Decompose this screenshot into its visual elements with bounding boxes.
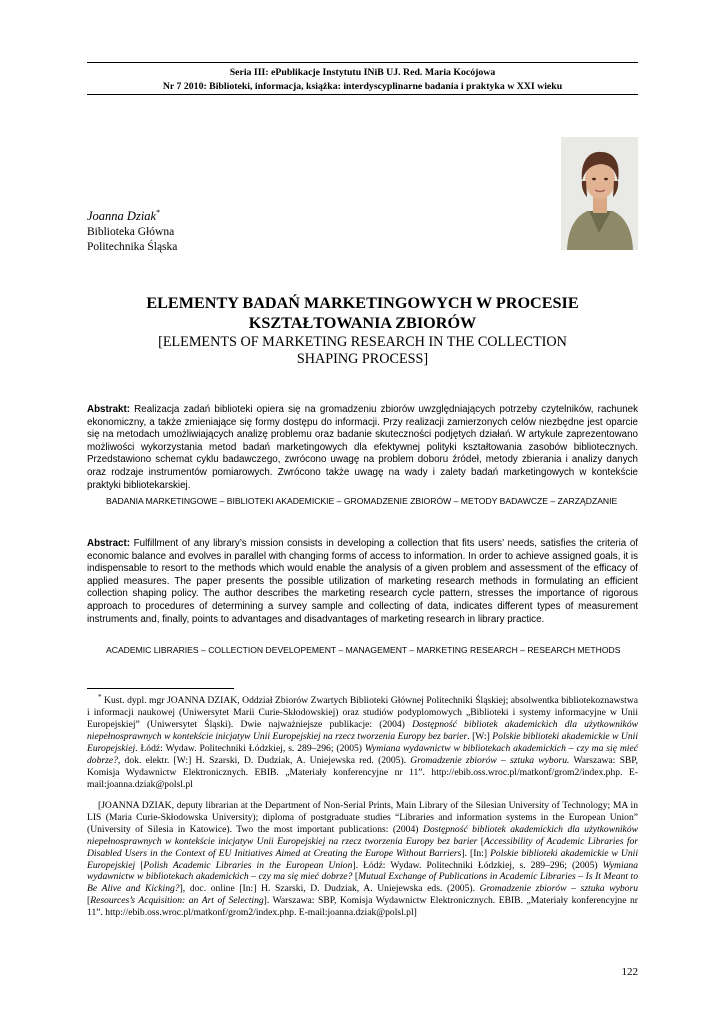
abstract-english: [87, 538, 638, 626]
footnote-pl-text-4: , dok. elektr. [W:] H. Szarski, D. Dudziak, A. Uniejewska red. (2005).: [117, 754, 411, 766]
footnote-en-text-3: ]. [In:]: [461, 847, 491, 859]
abstract-pl-text: Realizacja zadań biblioteki opiera się na gromadzeniu zbiorów uwzględniających potrzeby czytelników, rachunek ekonomiczny, a także zmieniające się formy dostępu do informacji. Przy realizacji zamierzonych celów niezbędne jest oparcie się na metodach umożliwiających analizę problemu oraz badanie skuteczności podjętych działań. W artykule zaprezentowano możliwości wykorzystania metod badań marketingowych dla efektywnej polityki kształtowania zasobów bibliotecznych. Przedstawiono schemat cyklu badawczego, zwrócono uwagę na problem doboru źródeł, metody zbierania i analizy danych oraz rodzaje instrumentów pomiarowych. Zwrócono także uwagę na wady i zalety badań marketingowych w kontekście praktyki bibliotekarskiej.: [87, 404, 638, 491]
footnote-pl-title-4: Gromadzenie zbiorów – sztuka wyboru.: [410, 754, 570, 766]
footnote-en-title-7: Gromadzenie zbiorów – sztuka wyboru: [479, 883, 638, 895]
header-top-rule: [87, 62, 638, 63]
footnote-en-title-2: Accessibility of Academic Libraries for Disabled Users in the Context of EU Initiatives Aimed at Creating the Europe Without Barriers: [87, 835, 639, 859]
footnote-en-text-4: [: [135, 859, 144, 871]
footnote-pl-text-3: . Łódź: Wydaw. Politechniki Łódzkiej, s. 289–296; (2005): [135, 742, 365, 754]
author-portrait-image: [561, 137, 638, 250]
running-header: [87, 66, 638, 94]
abstract-en-label: Abstract:: [87, 538, 131, 549]
footnote-en-title-1: Dostępność bibliotek akademickich dla użytkowników niepełnosprawnych w kontekście inicjatyw Unii Europejskiej na rzecz tworzenia Europy bez barier: [87, 823, 639, 847]
author-name-line: [87, 205, 177, 225]
footnote-pl-title-3: Wymiana wydawnictw w bibliotekach akademickich – czy ma się mieć dobrze?: [87, 742, 638, 766]
footnote-en-text-8: [: [87, 895, 91, 907]
keywords-polish: BADANIA MARKETINGOWE – BIBLIOTEKI AKADEMICKIE – GROMADZENIE ZBIORÓW – METODY BADAWCZE – ZARZĄDZANIE: [106, 496, 618, 506]
footnote-en-title-4: Polish Academic Libraries in the European Union: [143, 859, 353, 871]
footnote-pl-text-1: Kust. dypl. mgr JOANNA DZIAK, Oddział Zbiorów Zwartych Biblioteki Głównej Politechniki Śląskiej; absolwentka bibliotekoznawstwa i informacji naukowej (Uniwersytet Marii Curie-Skłodowskiej) oraz studiów podyplomowych „Biblioteki i systemy informacyjne w Unii Europejskiej” (Uniwersytet Śląski). Dwie najważniejsze publikacje: (2004): [87, 695, 638, 730]
author-block: [87, 205, 177, 255]
footnote-en-text-6: [: [352, 871, 359, 883]
footnote-separator: [87, 688, 234, 689]
title-pl-line-1: ELEMENTY BADAŃ MARKETINGOWYCH W PROCESIE: [146, 294, 579, 312]
abstract-polish: [87, 404, 638, 492]
author-affiliation-library: Biblioteka Główna: [87, 225, 175, 238]
footnote-pl-text-5: Warszawa: SBP, Komisja Wydawnictw Elektronicznych. EBIB. „Materiały konferencyjne nr 11”. http://ebib.oss.wroc.pl/matkonf/grom2/index.php. E-mail:joanna.dziak@polsl.pl: [87, 754, 638, 790]
footnote-en-text-1: [JOANNA DZIAK, deputy librarian at the Department of Non-Serial Prints, Main Library of the Silesian University of Technology; MA in LIS (Maria Curie-Skłodowska University); diploma of postgraduate studies “Libraries and information systems in the European Union” (University of Silesia in Katowice). Two the most important publications: (2004): [87, 800, 638, 835]
title-pl-line-2: KSZTAŁTOWANIA ZBIORÓW: [248, 314, 477, 332]
author-photo: [561, 137, 638, 250]
footnote-english: [87, 800, 638, 919]
footnote-en-text-7: ], doc. online [In:] H. Szarski, D. Dudziak, A. Uniejewska eds. (2005).: [179, 883, 480, 895]
footnote-en-title-8: Resources’s Acquisition: an Art of Selecting: [90, 895, 264, 907]
footnote-pl-title-1: Dostępność bibliotek akademickich dla użytkowników niepełnosprawnych w kontekście inicjatyw Unii Europejskiej na rzecz tworzenia Europy bez barier: [87, 719, 639, 742]
footnote-en-text-5: ]. Łódź: Wydaw. Politechniki Łódzkiej, s. 289–296; (2005): [352, 859, 603, 871]
abstract-pl-label: Abstrakt:: [87, 404, 131, 415]
footnote-pl-title-2: Polskie biblioteki akademickie w Unii Europejskiej: [87, 730, 638, 754]
footnote-mark: *: [98, 693, 102, 701]
footnote-en-text-2: [: [477, 835, 484, 847]
series-line: Seria III: ePublikacje Instytutu INiB UJ. Red. Maria Kocójowa: [229, 67, 496, 78]
header-bottom-rule: [87, 94, 638, 95]
footnote-en-title-6: Mutual Exchange of Publications in Academic Libraries – Is It Meant to Be Alive and Kicking?: [87, 871, 639, 895]
footnote-polish: [87, 692, 638, 790]
footnote-en-title-5: Wymiana wydawnictw w bibliotekach akademickich – czy ma się mieć dobrze?: [87, 859, 639, 883]
title-en-line-1: [ELEMENTS OF MARKETING RESEARCH IN THE COLLECTION: [158, 334, 567, 350]
footnote-en-text-9: ]. Warszawa: SBP, Komisja Wydawnictw Elektronicznych. EBIB. „Materiały konferencyjne nr 11”. http://ebib.oss.wroc.pl/matkonf/grom2/index.php. E-mail:joanna.dziak@polsl.pl]: [87, 895, 638, 919]
keywords-english: ACADEMIC LIBRARIES – COLLECTION DEVELOPEMENT – MANAGEMENT – MARKETING RESEARCH – RESEARCH METHODS: [106, 645, 621, 655]
author-affiliation-university: Politechnika Śląska: [87, 240, 178, 253]
footnote-en-title-3: Polskie biblioteki akademickie w Unii Europejskiej: [87, 847, 638, 871]
title-en-line-2: SHAPING PROCESS]: [296, 351, 429, 367]
article-title-polish: [87, 293, 638, 333]
author-footnote-mark: *: [156, 208, 161, 217]
article-title-english: [87, 334, 638, 368]
page-number: 122: [621, 966, 638, 978]
issue-line: Nr 7 2010: Biblioteki, informacja, książka: interdyscyplinarne badania i praktyka w XXI wieku: [162, 81, 563, 92]
author-name: Joanna Dziak: [87, 208, 157, 223]
abstract-en-text: Fulfillment of any library’s mission consists in developing a collection that fits users’ needs, satisfies the criteria of economic balance and evolves in parallel with changing forms of access to information. In order to achieve assigned goals, it is indispensable to resort to the methods which would enable the analysis of a given problem and assessment of the efficacy of applied measures. The paper presents the possible utilization of marketing research methods in formulating an efficient collection shaping policy. The author describes the marketing research cycle pattern, stresses the importance of rigorous approach to procedures of determining a survey sample and collecting of data, indicates different types of measurement instruments and, finally, points to advantages and disadvantages of marketing research in library practice.: [87, 538, 638, 625]
footnote-pl-text-2: . [W:]: [467, 730, 493, 742]
